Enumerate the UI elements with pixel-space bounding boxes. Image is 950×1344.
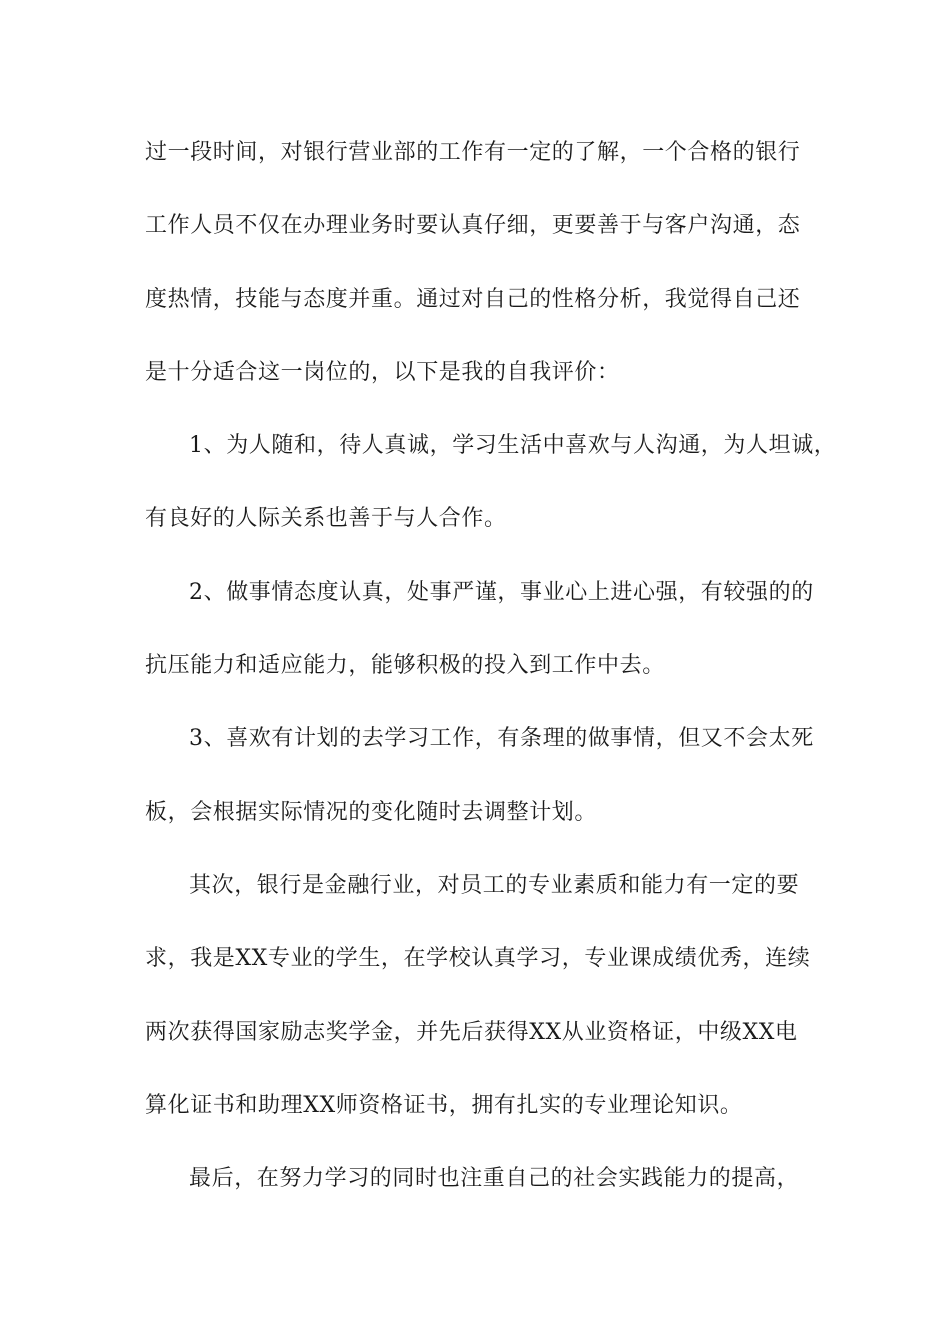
body-text	[145, 128, 837, 1227]
text-line: 两次获得国家励志奖学金，并先后获得XX从业资格证，中级XX电	[145, 1019, 798, 1045]
text-line: 度热情，技能与态度并重。通过对自己的性格分析，我觉得自己还	[145, 286, 801, 312]
text-line: 最后，在努力学习的同时也注重自己的社会实践能力的提高，	[189, 1166, 800, 1192]
text-line: 抗压能力和适应能力，能够积极的投入到工作中去。	[145, 653, 665, 679]
text-line: 其次，银行是金融行业，对员工的专业素质和能力有一定的要	[189, 872, 800, 898]
text-line: 板，会根据实际情况的变化随时去调整计划。	[145, 799, 598, 825]
text-line: 求，我是XX专业的学生，在学校认真学习，专业课成绩优秀，连续	[145, 946, 811, 972]
text-line: 算化证书和助理XX师资格证书，拥有扎实的专业理论知识。	[145, 1092, 743, 1118]
text-line: 有良好的人际关系也善于与人合作。	[145, 506, 507, 532]
text-line: 过一段时间，对银行营业部的工作有一定的了解，一个合格的银行	[145, 140, 801, 165]
text-line: 工作人员不仅在办理业务时要认真仔细，更要善于与客户沟通，态	[145, 213, 801, 239]
text-line: 3、喜欢有计划的去学习工作，有条理的做事情，但又不会太死	[189, 726, 814, 752]
text-line: 2、做事情态度认真，处事严谨，事业心上进心强，有较强的的	[189, 579, 814, 605]
text-line: 1、为人随和，待人真诚，学习生活中喜欢与人沟通，为人坦诚，	[189, 433, 837, 459]
text-line: 是十分适合这一岗位的，以下是我的自我评价：	[145, 359, 620, 385]
